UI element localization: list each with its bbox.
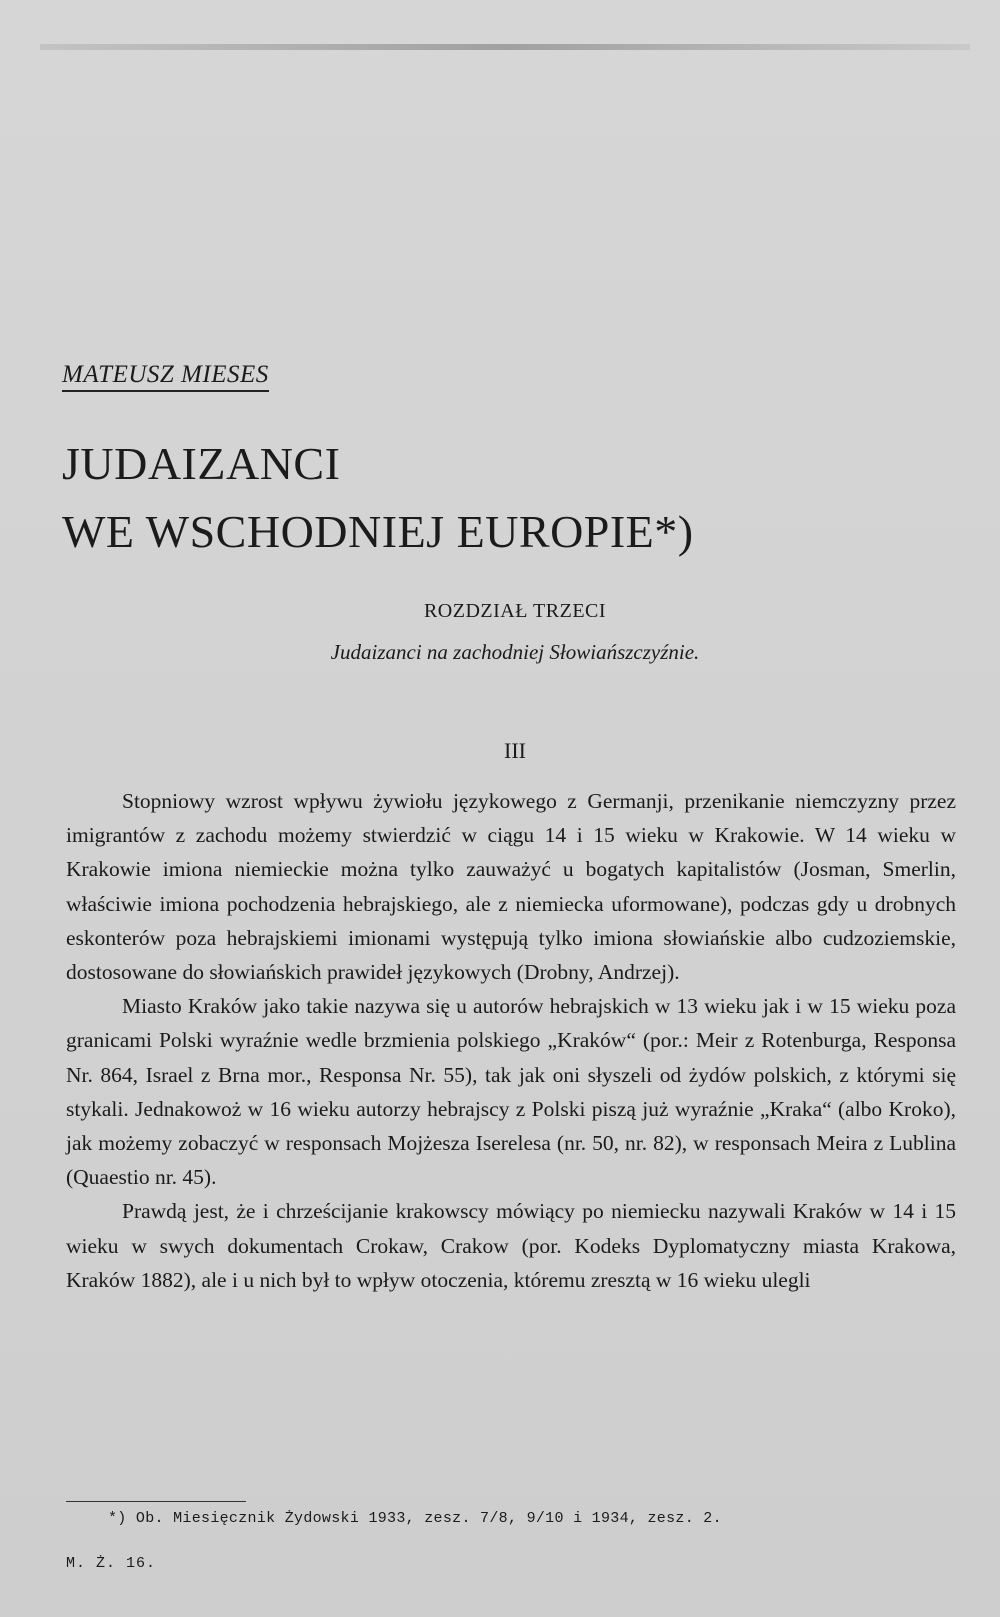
section-number: III bbox=[504, 738, 526, 763]
author-name: MATEUSZ MIESES bbox=[62, 360, 269, 392]
paragraph: Miasto Kraków jako takie nazywa się u autorów hebrajskich w 13 wieku jak i w 15 wieku poza granicami Polski wyraźnie wedle brzmienia polskiego „Kraków“ (por.: Meir z Rotenburga, Responsa Nr. 864, Israel z Brna mor., Responsa Nr. 55), tak jak oni słyszeli od żydów polskich, z którymi się stykali. Jednakowoż w 16 wieku autorzy hebrajscy z Polski piszą już wyraźnie „Kraka“ (albo Kroko), jak możemy zobaczyć w responsach Mojżesza Iserelesa (nr. 50, nr. 82), w responsach Meira z Lublina (Quaestio nr. 45). bbox=[66, 994, 956, 1190]
article-title bbox=[62, 430, 694, 566]
title-line-2: WE WSCHODNIEJ EUROPIE*) bbox=[62, 506, 694, 557]
title-line-1: JUDAIZANCI bbox=[62, 438, 341, 489]
paragraph: Prawdą jest, że i chrześcijanie krakowscy mówiący po niemiecku nazywali Kraków w 14 i 15 wieku w swych dokumentach Crokaw, Crakow (por. Kodeks Dyplomatyczny miasta Krakowa, Kraków 1882), ale i u nich był to wpływ otoczenia, któremu zresztą w 16 wieku ulegli bbox=[66, 1199, 956, 1292]
paragraph: Stopniowy wzrost wpływu żywiołu językowego z Germanji, przenikanie niemczyzny przez imigrantów z zachodu możemy stwierdzić w ciągu 14 i 15 wieku w Krakowie. W 14 wieku w Krakowie imiona niemieckie można tylko zauważyć u bogatych kapitalistów (Josman, Smerlin, właściwie imiona pochodzenia hebrajskiego, ale z niemiecka uformowane), podczas gdy u drobnych eskonterów poza hebrajskiemi imionami występują tylko imiona słowiańskie albo cudzoziemskie, dostosowane do słowiańskich prawideł językowych (Drobny, Andrzej). bbox=[66, 789, 956, 985]
footnote-rule bbox=[66, 1501, 246, 1502]
header-rule bbox=[40, 44, 970, 50]
chapter-heading: ROZDZIAŁ TRZECI bbox=[423, 600, 607, 622]
footnote: *) Ob. Miesięcznik Żydowski 1933, zesz. 7/8, 9/10 i 1934, zesz. 2. bbox=[108, 1510, 722, 1527]
chapter-subtitle: Judaizanci na zachodniej Słowiańszczyźnie. bbox=[330, 640, 700, 664]
printer-signature: M. Ż. 16. bbox=[66, 1555, 157, 1572]
body-text bbox=[66, 784, 956, 1297]
